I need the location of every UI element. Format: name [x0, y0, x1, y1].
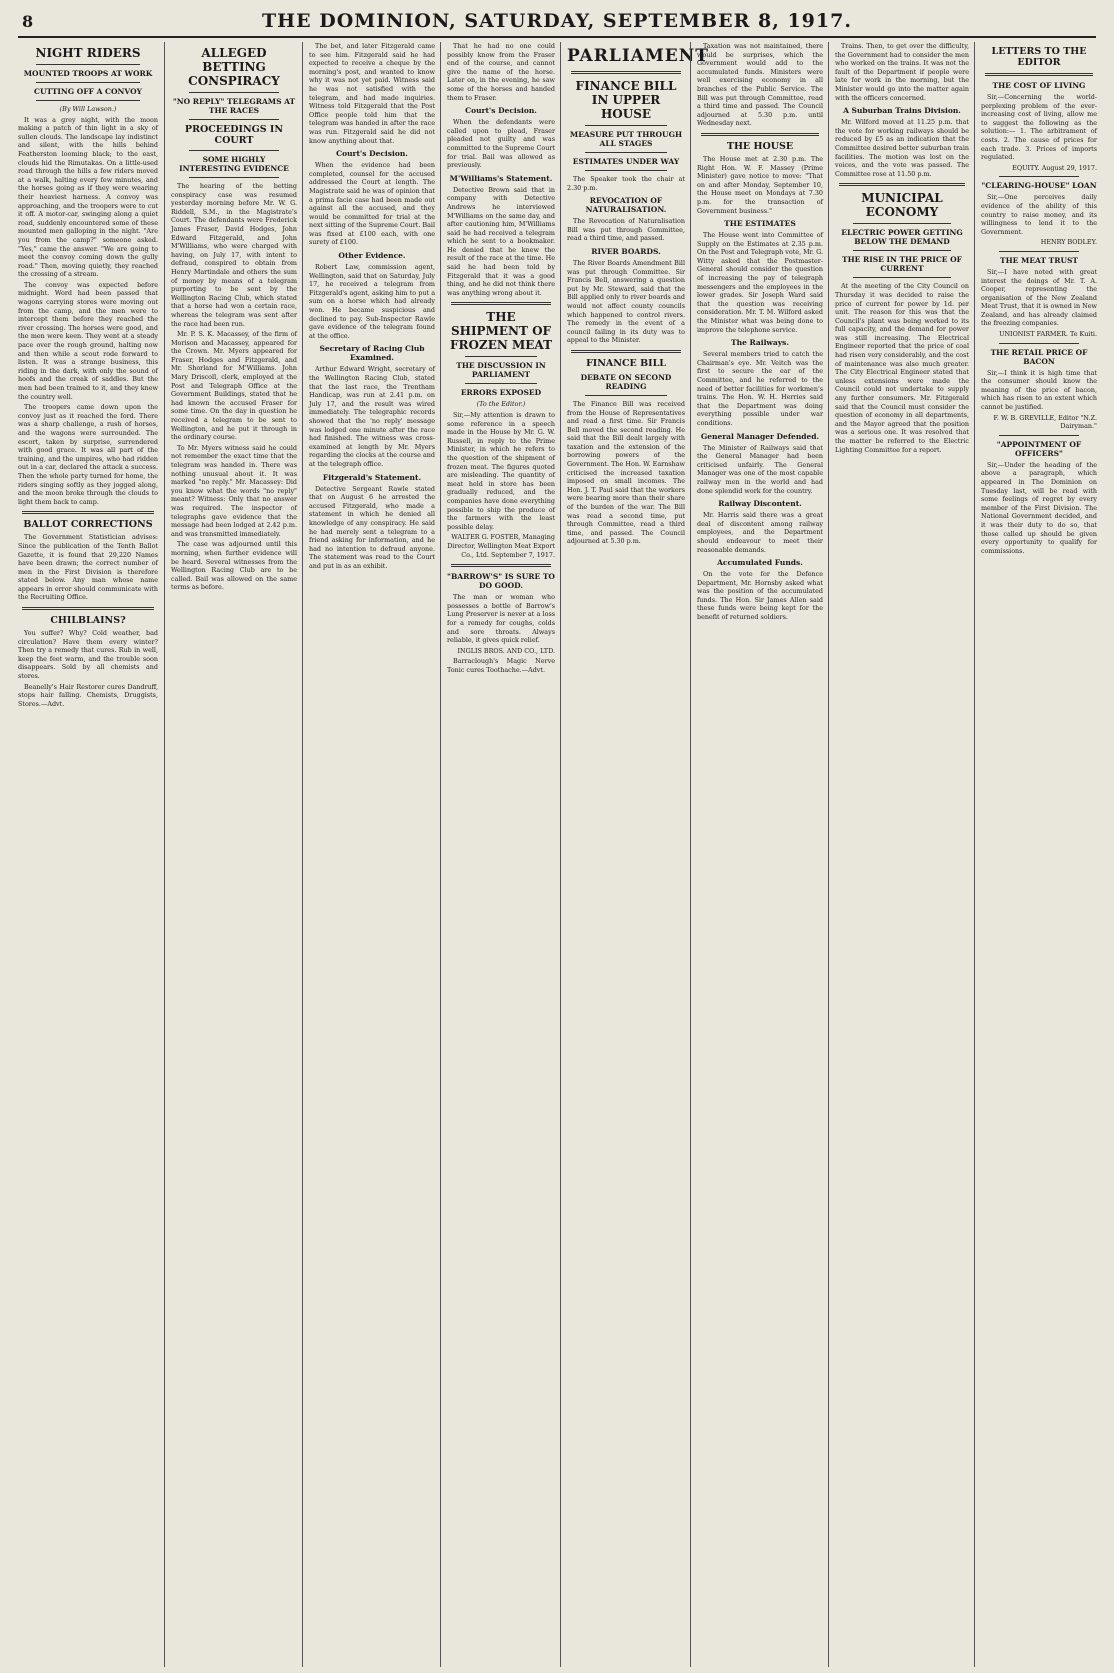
deck-electric-power: ELECTRIC POWER GETTING BELOW THE DEMAND — [841, 228, 963, 247]
deck-mounted-troops: MOUNTED TROOPS AT WORK — [23, 69, 153, 78]
deck-cutting-off: CUTTING OFF A CONVOY — [34, 87, 142, 96]
article-text: The River Boards Amendment Bill was put through Committee. Sir Francis Bell, answering a question put by Mr. Steward, said that the Bill applied only to river boards and would not affect county councils which happened to control rivers. The remedy in the event of a council failing in its duty was to appeal to the Minister. — [567, 258, 688, 345]
article-text: Robert Law, commission agent, Wellington, said that on Saturday, July 17, he received a telegram from Fitzgerald's agent, asking him to put a sum on a horse which had already won. He became suspicious and declined to pay. Sub-Inspector Rawle gave evidence of the telegram found at the office. — [309, 263, 438, 340]
letter-text: Sir,—Under the heading of the above a paragraph, which appeared in The Dominion on Tuesday last, will be read with some feelings of regret by every member of the First Division. The National Government decided, and it was their duty to do so, that those called up should be given every opportunity to qualify for commissions. — [981, 460, 1100, 555]
headline-the-house: THE HOUSE — [726, 140, 794, 152]
headline-night-riders: NIGHT RIDERS — [35, 46, 141, 60]
letter-signature: WALTER G. FOSTER, Managing Director, Wellington Meat Export Co., Ltd. September 7, 1917. — [447, 533, 555, 559]
rule — [36, 64, 140, 65]
deck-errors-exposed: ERRORS EXPOSED — [460, 388, 542, 398]
double-rule — [451, 302, 551, 305]
headline-finance-bill-2: FINANCE BILL — [586, 357, 666, 369]
letter-signature: UNIONIST FARMER. Te Kuiti. — [999, 330, 1097, 339]
letter-text: Sir,—My attention is drawn to some reference in a speech made in the House by Mr. G. W. Russell, in reply to the Prime Minister, in which he refers to the question of the shipment of frozen meat. The figures quoted are misleading. The quantity of meat held in store has been gradually reduced, and the companies have done everything possible to ship the produce of the farmers with the least possible delay. — [447, 411, 558, 531]
article-text: The bet, and later Fitzgerald came to see him. Fitzgerald said he had expected to receive a cheque by the morning's post, and wanted to know why it was not yet paid. Witness said he was not satisfied with the telegram, and had made inquiries. Witness told Fitzgerald that the Post Office people told him that the telegram was handed in after the race was run. Fitzgerald said he did not know anything about that. — [309, 42, 438, 145]
subhead: REVOCATION OF NATURALISATION. — [585, 196, 667, 215]
article-text: Several members tried to catch the Chairman's eye. Mr. Veitch was the first to secure the ear of the Committee, and he referred to the need of better facilities for workmen's trains. The Hon. W. H. Herries said that the Department was doing everything possible under war conditions. — [697, 350, 826, 427]
double-rule — [839, 183, 965, 186]
subhead: The Railways. — [731, 338, 789, 348]
rule — [999, 251, 1079, 252]
subhead: Other Evidence. — [338, 251, 406, 261]
subhead: M'Williams's Statement. — [449, 173, 553, 183]
deck-proceedings: PROCEEDINGS IN COURT — [184, 124, 284, 146]
double-rule — [985, 73, 1093, 76]
article-text: The troopers came down upon the convoy just as it reached the ford. There was a sharp challenge, a rush of horses, and the wagons were surrounded. The escort, taken by surprise, surrendered with good grace. It was all part of the training, and the umpires, who had ridden out in a car, declared the attack a success. Then the whole party turned for home, the riders singing softly as they jogged along, and the moon broke through the clouds to light them back to camp. — [18, 403, 161, 506]
deck-evidence: SOME HIGHLY INTERESTING EVIDENCE — [179, 155, 289, 173]
deck-discussion: THE DISCUSSION IN PARLIAMENT — [456, 361, 546, 380]
subhead: Secretary of Racing Club Examined. — [319, 344, 425, 363]
advert-text: You suffer? Why? Cold weather, bad circulation? Have them every winter? Then try a remedy that cures. Rub in well, keep the feet warm, and the trouble soon disappears. Sold by all chemists and stores. — [18, 629, 161, 681]
page-number: 8 — [22, 12, 34, 31]
rule — [465, 356, 537, 357]
column-2 — [164, 42, 303, 1667]
double-rule — [451, 564, 551, 567]
subhead: A Suburban Trains Division. — [843, 106, 961, 116]
article-text: Arthur Edward Wright, secretary of the Wellington Racing Club, stated that the last race, the Trentham Handicap, was run at 2.41 p.m. on July 17, and the result was wired immediately. The telegraphic records showed that the 'no reply' message was lodged one minute after the race had finished. The witness was cross-examined at length by Mr. Myers regarding the clocks at the course and at the telegraph office. — [309, 365, 438, 468]
advert-signature: INGLIS BROS. AND CO., LTD. — [457, 646, 555, 655]
subhead-estimates: THE ESTIMATES — [724, 219, 796, 229]
article-text: The hearing of the betting conspiracy case was resumed yesterday morning before Mr. W. G. Riddell, S.M., in the Magistrate's Court. The defendants were Frederick James Fraser, David Hodges, John Edward Fitzgerald, and John M'Williams, who were charged with having, on July 17, with intent to defraud, conspired to obtain from Henry Martindale and others the sum of money by means of a telegram purporting to be sent by the Wellington Racing Club, which stated that a horse had won a certain race, whereas the telegram was sent after the race had been run. — [171, 182, 300, 328]
letter-signature: F. W. B. GREVILLE, Editor "N.Z. Dairyman." — [993, 413, 1097, 431]
article-text: Detective Sergeant Rawle stated that on August 6 he arrested the accused Fitzgerald, who made a statement in which he denied all knowledge of any conspiracy. He said he had merely sent a telegram to a friend asking for information, and he had no intention to defraud anyone. The statement was read to the Court and put in as an exhibit. — [309, 484, 438, 570]
headline-chilblains: CHILBLAINS? — [50, 615, 126, 627]
masthead — [18, 6, 1096, 38]
rule — [585, 152, 667, 153]
letter-signature: EQUITY. August 29, 1917. — [1012, 163, 1097, 172]
rule — [585, 395, 667, 396]
rule — [189, 150, 279, 151]
deck-estimates: ESTIMATES UNDER WAY — [572, 157, 680, 166]
article-text: The Minister of Railways said that the General Manager had been criticised unfairly. The General Manager was one of the most capable railway men in the world and had done splendid work for the country. — [697, 443, 826, 495]
double-rule — [22, 607, 154, 610]
subhead: Fitzgerald's Statement. — [322, 472, 422, 482]
article-text: When the defendants were called upon to plead, Fraser pleaded not guilty and was committed to the Supreme Court for trial. Bail was allowed as previously. — [447, 118, 558, 170]
article-text: It was a grey night, with the moon making a patch of thin light in a sky of sullen clouds. The landscape lay indistinct and silent, with the hills behind Featherston looming black; to the east, clouds hid the Rimutakas. On a little-used road through the hills a few riders moved at a walk, halting every few minutes, and the horses going as if they were wearing their heaviest harness. A convoy was approaching, and the troopers were to cut it off. A motor-car, swinging along a quiet road, suddenly encountered some of these mounted men galloping in the night. "Are you from the camp?" someone asked. "Yes," came the answer. "We are going to meet the convoy coming down the gully road." Then, moving quietly, they reached the crossing of a stream. — [18, 115, 161, 279]
deck-second-reading: DEBATE ON SECOND READING — [580, 372, 672, 391]
rule — [853, 250, 951, 251]
letter-text: Sir,—One perceives daily evidence of the ability of this country to raise money, and its willingness to lend it to the Government. — [981, 193, 1100, 236]
double-rule — [701, 133, 819, 136]
article-text: On the vote for the Defence Department, Mr. Hornsby asked what was the position of the accumulated funds. The Hon. Sir James Allen said these funds were being kept for the benefit of returned soldiers. — [697, 570, 826, 622]
rule — [585, 170, 667, 171]
rule — [189, 119, 279, 120]
article-text: The Finance Bill was received from the House of Representatives and read a first time. Sir Francis Bell moved the second reading. He said that the Bill dealt largely with taxation and the extension of the borrowing powers of the Government. The Hon. W. Earnshaw criticised the increased taxation imposed on small incomes. The Hon. J. T. Paul said that the workers were bearing more than their share of the burden of the war. The Bill was read a second time, put through Committee, read a third time, and passed. The Council adjourned at 5.30 p.m. — [567, 399, 688, 546]
deck-no-reply: "NO REPLY" TELEGRAMS AT THE RACES — [172, 97, 296, 115]
column-4 — [440, 42, 561, 1667]
article-text: When the evidence had been completed, counsel for the accused addressed the Court at length. The Magistrate said he was of opinion that a prima facie case had been made out against all the accused, and they would be committed for trial at the next sitting of the Supreme Court. Bail was fixed at £100 each, with one surety of £100. — [309, 161, 438, 247]
headline-cost-of-living: THE COST OF LIVING — [992, 81, 1086, 90]
double-rule — [22, 511, 154, 514]
rule — [853, 277, 951, 278]
section-head-parliament: PARLIAMENT — [567, 46, 709, 66]
article-text: At the meeting of the City Council on Thursday it was decided to raise the price of current for power by 1d. per unit. The reason for this was that the Council's plant was being worked to its full capacity, and the demand for power was still increasing. The Electrical Engineer reported that the price of coal had risen very considerably, and the cost of maintenance was also much greater. The City Electrical Engineer stated that unless extensions were made the Council could not undertake to supply any further consumers. Mr. Fitzgerald said that the Council must consider the question of economy in all departments, and the Mayor agreed that the position was a serious one. It was resolved that the matter be referred to the Electric Lighting Committee for a report. — [835, 282, 972, 454]
rule — [189, 92, 279, 93]
rule — [189, 177, 279, 178]
advert-text: Barraclough's Magic Nerve Tonic cures Toothache.—Advt. — [447, 657, 558, 674]
article-text: The Government Statistician advises: Since the publication of the Tenth Ballot Gazette, it is found that 29,220 Names have been drawn; the correct number of men in the First Division is therefore stated below. Any man whose name appears in error should communicate with the Recruiting Office. — [18, 533, 161, 602]
rule — [36, 100, 140, 101]
rule — [36, 82, 140, 83]
double-rule — [571, 350, 681, 353]
article-text: Mr. Harris said there was a great deal of discontent among railway employees, and the Department should endeavour to meet their reasonable demands. — [697, 511, 826, 554]
article-text: That he had no one could possibly know from the Fraser end of the course, and cannot give the name of the horse. Later on, in the evening, he saw some of the horses and handed them to Fraser. — [447, 42, 558, 102]
advert-text: The man or woman who possesses a bottle of Barrow's Lung Preserver is never at a loss for a remedy for coughs, colds and sore throats. Always reliable, it gives quick relief. — [447, 593, 558, 645]
subhead: General Manager Defended. — [700, 431, 820, 441]
double-rule — [571, 71, 681, 74]
article-text: The Revocation of Naturalisation Bill was put through Committee, read a third time, and passed. — [567, 217, 688, 243]
article-text: Mr. Wilford moved at 11.25 p.m. that the vote for working railways should be reduced by £5 as an indication that the Committee desired better suburban train facilities. The motion was lost on the voices, and the vote was passed. The Committee rose at 11.50 p.m. — [835, 118, 972, 178]
advert-text: Beanelly's Hair Restorer cures Dandruff, stops hair falling. Chemists, Druggists, Stores.—Advt. — [18, 682, 161, 708]
headline-clearing-house: "CLEARING-HOUSE" LOAN — [981, 181, 1097, 191]
masthead-title: THE DOMINION, SATURDAY, SEPTEMBER 8, 1917. — [262, 10, 852, 32]
article-text: The House went into Committee of Supply on the Estimates at 2.35 p.m. On the Post and Telegraph vote, Mr. G. Witty asked that the Postmaster-General should consider the question of increasing the pay of telegraph messengers and the employees in the lower grades. Sir Joseph Ward said that the question was receiving consideration. Mr. T. M. Wilford asked the Minister what was being done to improve the telephone service. — [697, 231, 826, 334]
rule — [999, 435, 1079, 436]
letter-text: Sir,—Concerning the world-perplexing problem of the ever-increasing cost of living, allow me to suggest the following as the solution:— 1. The arbitrament of costs. 2. The cause of prices for each trade. 3. Prices of imports regulated. — [981, 93, 1100, 162]
subhead: RIVER BOARDS. — [591, 246, 661, 256]
column-5 — [560, 42, 709, 1667]
article-text: The convoy was expected before midnight. Word had been passed that wagons carrying stores were moving out from the camp, and the men were to intercept them before they reached the river crossing. The horses were good, and the men were keen. They went at a steady pace over the rough ground, halting now and then while a scout rode forward to listen. It was a strange business, this riding in the dark, with only the sound of hoofs and the creak of saddles. But the men had been trained to it, and they knew the country well. — [18, 280, 161, 401]
column-3 — [302, 42, 441, 1667]
article-text: To Mr. Myers witness said he could not remember the exact time that the telegram was handed in. There was nothing unusual about it. It was marked "no reply." Mr. Macassey: Did you know what the words "no reply" meant? Witness: Only that no answer was required. The inspector of telegraphs gave evidence that the message had been lodged at 2.42 p.m. and was transmitted immediately. — [171, 443, 300, 538]
headline-municipal-economy: MUNICIPAL ECONOMY — [861, 191, 943, 220]
article-text: Trains. Then, to get over the difficulty, the Government had to consider the men who worked on the trains. It was not the fault of the Department if people were late for work in the morning, but the Minister would go into the matter again with the officers concerned. — [835, 42, 972, 102]
subhead: Court's Decision. — [465, 106, 537, 116]
rule — [585, 125, 667, 126]
deck-all-stages: MEASURE PUT THROUGH ALL STAGES — [569, 130, 683, 148]
headline-betting-conspiracy: ALLEGED BETTING CONSPIRACY — [188, 46, 280, 88]
column-1 — [18, 42, 164, 1667]
rule — [999, 343, 1079, 344]
headline-ballot-corrections: BALLOT CORRECTIONS — [23, 519, 153, 531]
deck-price-of-current: THE RISE IN THE PRICE OF CURRENT — [842, 255, 962, 274]
article-text: Mr. P. S. K. Macassey, of the firm of Morison and Macassey, appeared for the Crown. Mr. Myers appeared for Fraser, Hodges and Fitzgerald, and Mr. Shorland for M'Williams. John Mary Driscoll, clerk, employed at the Post and Telegraph Office at the Government Buildings, stated that he had known the accused Fraser for some time. On the day in question he received a telegram to be sent to Wellington, and he put it through in the ordinary course. — [171, 330, 300, 442]
letter-text: Sir,—I think it is high time that the consumer should know the meaning of the price of bacon, which has risen to an extent which cannot be justified. — [981, 368, 1100, 412]
article-text: Detective Brown said that in company with Detective Andrews he interviewed M'Williams on the same day, and after cautioning him, M'Williams said he had received a telegram which he sent to a bookmaker. He denied that he knew the result of the race at the time. He said he had been told by Fitzgerald that it was a good thing, and he did not think there was anything wrong about it. — [447, 185, 558, 297]
column-7 — [828, 42, 975, 1667]
article-text: The House met at 2.30 p.m. The Right Hon. W. F. Massey (Prime Minister) gave notice to move: "That on and after Monday, September 10, the House meet on Mondays at 7.30 p.m. for the transaction of Government business." — [697, 154, 826, 215]
subhead: Railway Discontent. — [718, 499, 802, 509]
subhead: Court's Decision. — [336, 149, 408, 159]
headline-frozen-meat: THE SHIPMENT OF FROZEN MEAT — [449, 310, 552, 353]
section-head-letters: LETTERS TO THE EDITOR — [991, 46, 1087, 68]
headline-barrows: "BARROW'S" IS SURE TO DO GOOD. — [447, 572, 555, 591]
letter-signature: HENRY BODLEY. — [1040, 238, 1097, 247]
headline-appointment-of-officers: "APPOINTMENT OF OFFICERS" — [996, 439, 1082, 458]
headline-finance-bill: FINANCE BILL IN UPPER HOUSE — [575, 79, 677, 121]
rule — [465, 383, 537, 384]
headline-price-of-bacon: THE RETAIL PRICE OF BACON — [990, 347, 1088, 366]
to-the-editor: (To the Editor.) — [476, 400, 526, 409]
column-6 — [690, 42, 829, 1667]
subhead: Accumulated Funds. — [717, 558, 803, 568]
article-text: The Speaker took the chair at 2.30 p.m. — [567, 175, 688, 192]
letter-text: Sir,—I have noted with great interest the doings of Mr. T. A. Cooper, representing the organisation of the New Zealand Meat Trust, that it is owned in New Zealand, and has already claimed the freezing companies. — [981, 267, 1100, 328]
rule — [853, 223, 951, 224]
columns — [18, 42, 1100, 1667]
byline: (By Will Lawson.) — [59, 105, 117, 113]
column-8 — [974, 42, 1100, 1667]
headline-meat-trust: THE MEAT TRUST — [1000, 255, 1078, 265]
article-text: Taxation was not maintained, there would be surprises, which the Government would add to the accumulated funds. Ministers were well exercising economy in all branches of the Public Service. The Bill was put through Committee, read a third time and passed. The Council adjourned at 5.30 p.m. until Wednesday next. — [697, 42, 826, 128]
rule — [999, 176, 1079, 177]
article-text: The case was adjourned until this morning, when further evidence will be heard. Several witnesses from the Wellington Racing Club are to be called. Bail was allowed on the same terms as before. — [171, 540, 300, 592]
